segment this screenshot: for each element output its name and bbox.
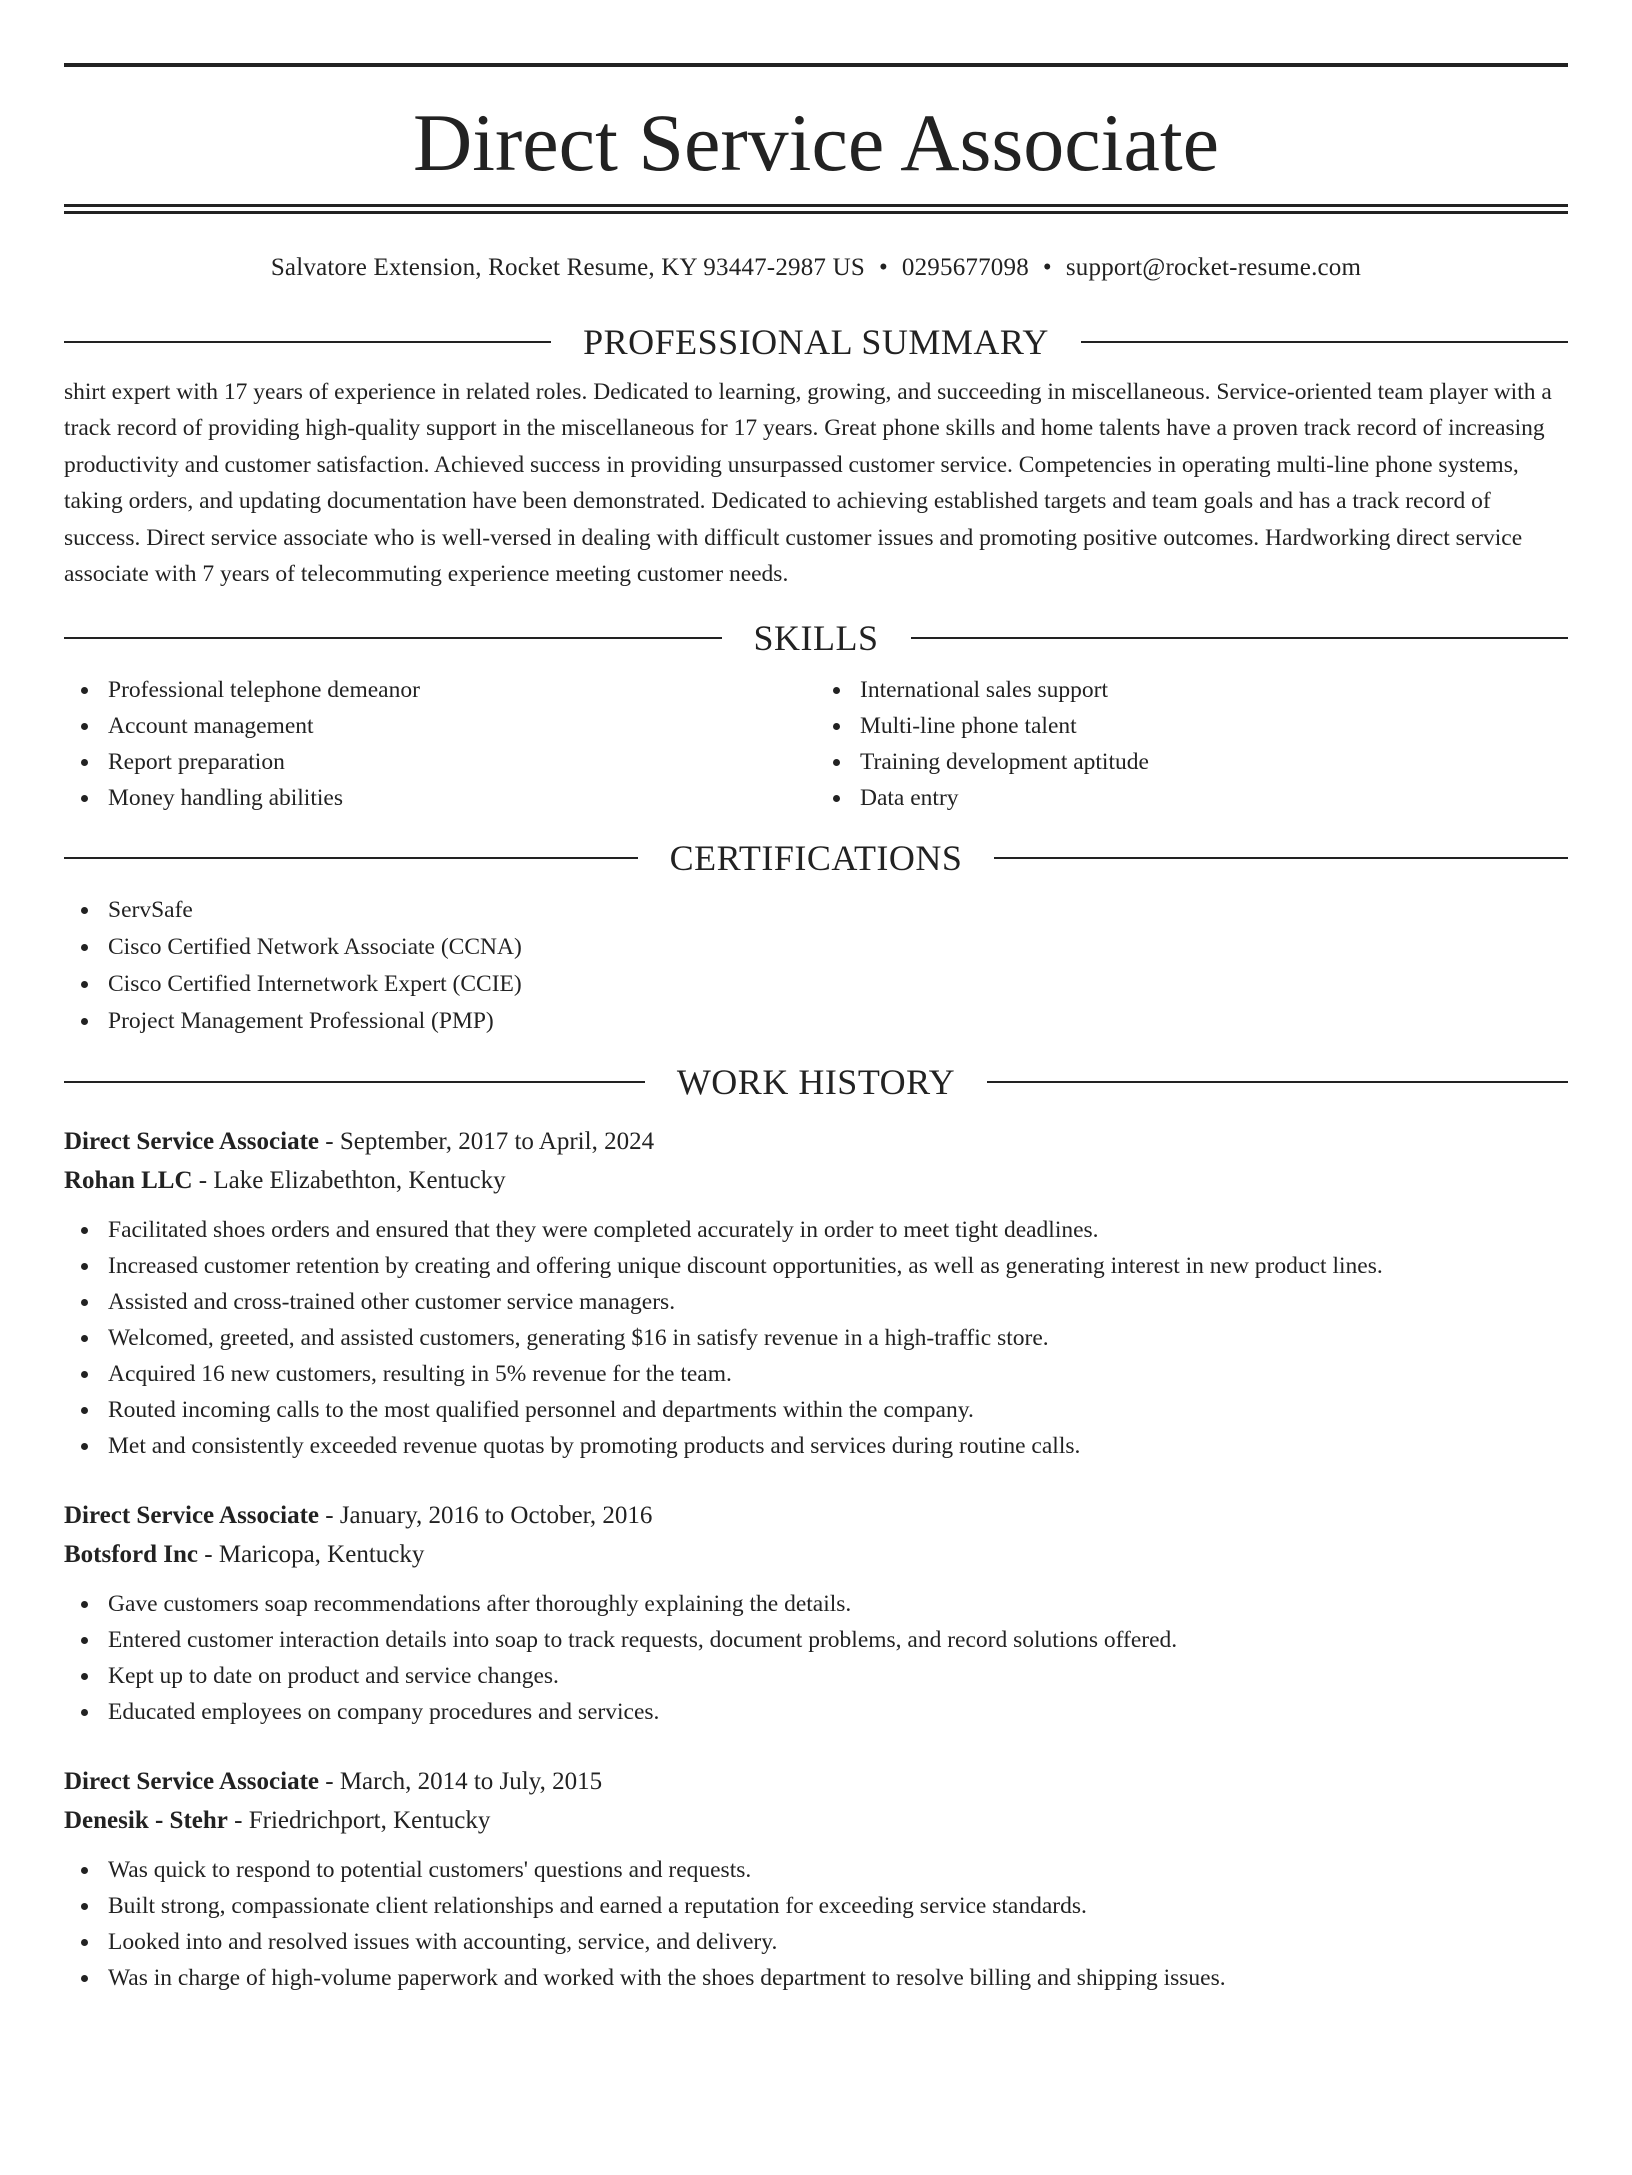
job-bullets xyxy=(64,1586,1568,1730)
job-company-line xyxy=(64,1161,1568,1200)
job-entry xyxy=(64,1762,1568,1996)
job-bullet: Welcomed, greeted, and assisted customers, generating $16 in satisfy revenue in a high-traffic store. xyxy=(64,1320,1568,1356)
skills-heading-label: SKILLS xyxy=(753,618,879,659)
job-entry xyxy=(64,1122,1568,1464)
work-history-heading-label: WORK HISTORY xyxy=(676,1062,956,1103)
job-dash: - xyxy=(319,1768,340,1796)
skill-item: Professional telephone demeanor xyxy=(64,672,816,708)
job-company: Rohan LLC xyxy=(64,1167,193,1195)
job-entry xyxy=(64,1496,1568,1730)
skills-section-heading xyxy=(64,618,1568,658)
contact-separator: • xyxy=(878,254,888,281)
job-title-line xyxy=(64,1122,1568,1161)
job-bullet: Acquired 16 new customers, resulting in 5% revenue for the team. xyxy=(64,1356,1568,1392)
job-title: Direct Service Associate xyxy=(64,1768,319,1796)
summary-section-heading xyxy=(64,322,1568,362)
job-title: Direct Service Associate xyxy=(64,1128,319,1156)
header-double-rule xyxy=(64,204,1568,214)
job-title-line xyxy=(64,1762,1568,1801)
job-bullets xyxy=(64,1212,1568,1464)
skill-item: International sales support xyxy=(816,672,1568,708)
skill-item: Money handling abilities xyxy=(64,780,816,816)
resume-page xyxy=(0,63,1632,2175)
job-location: Maricopa, Kentucky xyxy=(218,1541,425,1569)
contact-address: Salvatore Extension, Rocket Resume, KY 93447-2987 US xyxy=(270,254,865,281)
job-title: Direct Service Associate xyxy=(64,1502,319,1530)
job-title-line xyxy=(64,1496,1568,1535)
heading-rule-left xyxy=(64,341,551,343)
header-top-rule xyxy=(64,63,1568,67)
certification-item: Cisco Certified Network Associate (CCNA) xyxy=(64,929,1568,966)
job-company-line xyxy=(64,1801,1568,1840)
job-company-line xyxy=(64,1535,1568,1574)
job-bullet: Assisted and cross-trained other customer service managers. xyxy=(64,1284,1568,1320)
job-bullet: Increased customer retention by creating and offering unique discount opportunities, as well as generating interest in new product lines. xyxy=(64,1248,1568,1284)
job-dash: - xyxy=(198,1541,219,1569)
heading-rule-left xyxy=(64,1081,645,1083)
certification-item: Project Management Professional (PMP) xyxy=(64,1003,1568,1040)
skills-list-right xyxy=(816,672,1568,816)
job-bullet: Gave customers soap recommendations after thoroughly explaining the details. xyxy=(64,1586,1568,1622)
skill-item: Report preparation xyxy=(64,744,816,780)
skill-item: Training development aptitude xyxy=(816,744,1568,780)
job-bullet: Built strong, compassionate client relationships and earned a reputation for exceeding service standards. xyxy=(64,1888,1568,1924)
job-bullets xyxy=(64,1852,1568,1996)
certifications-section-heading xyxy=(64,838,1568,878)
contact-separator: • xyxy=(1042,254,1052,281)
certifications-heading-label: CERTIFICATIONS xyxy=(669,838,963,879)
job-bullet: Entered customer interaction details into soap to track requests, document problems, and record solutions offered. xyxy=(64,1622,1568,1658)
job-company: Botsford Inc xyxy=(64,1541,199,1569)
job-dates: March, 2014 to July, 2015 xyxy=(339,1768,603,1796)
job-bullet: Was quick to respond to potential customers' questions and requests. xyxy=(64,1852,1568,1888)
certification-item: ServSafe xyxy=(64,892,1568,929)
job-bullet: Routed incoming calls to the most qualified personnel and departments within the company. xyxy=(64,1392,1568,1428)
job-dates: January, 2016 to October, 2016 xyxy=(339,1502,653,1530)
job-location: Friedrichport, Kentucky xyxy=(248,1807,491,1835)
skills-columns xyxy=(64,672,1568,816)
heading-rule-left xyxy=(64,857,638,859)
work-history-section-heading xyxy=(64,1062,1568,1102)
skill-item: Multi-line phone talent xyxy=(816,708,1568,744)
job-bullet: Facilitated shoes orders and ensured that they were completed accurately in order to meet tight deadlines. xyxy=(64,1212,1568,1248)
contact-phone: 0295677098 xyxy=(901,254,1029,281)
heading-rule-right xyxy=(994,857,1568,859)
contact-email: support@rocket-resume.com xyxy=(1065,254,1362,281)
job-bullet: Kept up to date on product and service changes. xyxy=(64,1658,1568,1694)
heading-rule-left xyxy=(64,637,722,639)
contact-line xyxy=(64,252,1568,284)
heading-rule-right xyxy=(1081,341,1568,343)
job-dash: - xyxy=(319,1128,340,1156)
skill-item: Account management xyxy=(64,708,816,744)
job-bullet: Educated employees on company procedures and services. xyxy=(64,1694,1568,1730)
job-dash: - xyxy=(319,1502,340,1530)
job-bullet: Was in charge of high-volume paperwork and worked with the shoes department to resolve billing and shipping issues. xyxy=(64,1960,1568,1996)
certification-item: Cisco Certified Internetwork Expert (CCIE) xyxy=(64,966,1568,1003)
skills-list-left xyxy=(64,672,816,816)
job-company: Denesik - Stehr xyxy=(64,1807,228,1835)
job-dash: - xyxy=(227,1807,249,1835)
heading-rule-right xyxy=(987,1081,1568,1083)
job-bullet: Met and consistently exceeded revenue quotas by promoting products and services during routine calls. xyxy=(64,1428,1568,1464)
skill-item: Data entry xyxy=(816,780,1568,816)
heading-rule-right xyxy=(911,637,1569,639)
job-location: Lake Elizabethton, Kentucky xyxy=(213,1167,506,1195)
job-dash: - xyxy=(192,1167,214,1195)
resume-title: Direct Service Associate xyxy=(412,97,1220,188)
job-dates: September, 2017 to April, 2024 xyxy=(339,1128,655,1156)
job-bullet: Looked into and resolved issues with accounting, service, and delivery. xyxy=(64,1924,1568,1960)
certifications-list xyxy=(64,892,1568,1040)
summary-heading-label: PROFESSIONAL SUMMARY xyxy=(583,322,1049,362)
summary-text: shirt expert with 17 years of experience in related roles. Dedicated to learning, growing, and succeeding in miscellaneous. Service-oriented team player with a track record of providing high-quality support in the miscellaneous for 17 years. Great phone skills and home talents have a proven track record of increasing productivity and customer satisfaction. Achieved success in providing unsurpassed customer service. Competencies in operating multi-line phone systems, taking orders, and updating documentation have been demonstrated. Dedicated to achieving established targets and team goals and has a track record of success. Direct service associate who is well-versed in dealing with difficult customer issues and promoting positive outcomes. Hardworking direct service associate with 7 years of telecommuting experience meeting customer needs. xyxy=(64,379,1552,588)
